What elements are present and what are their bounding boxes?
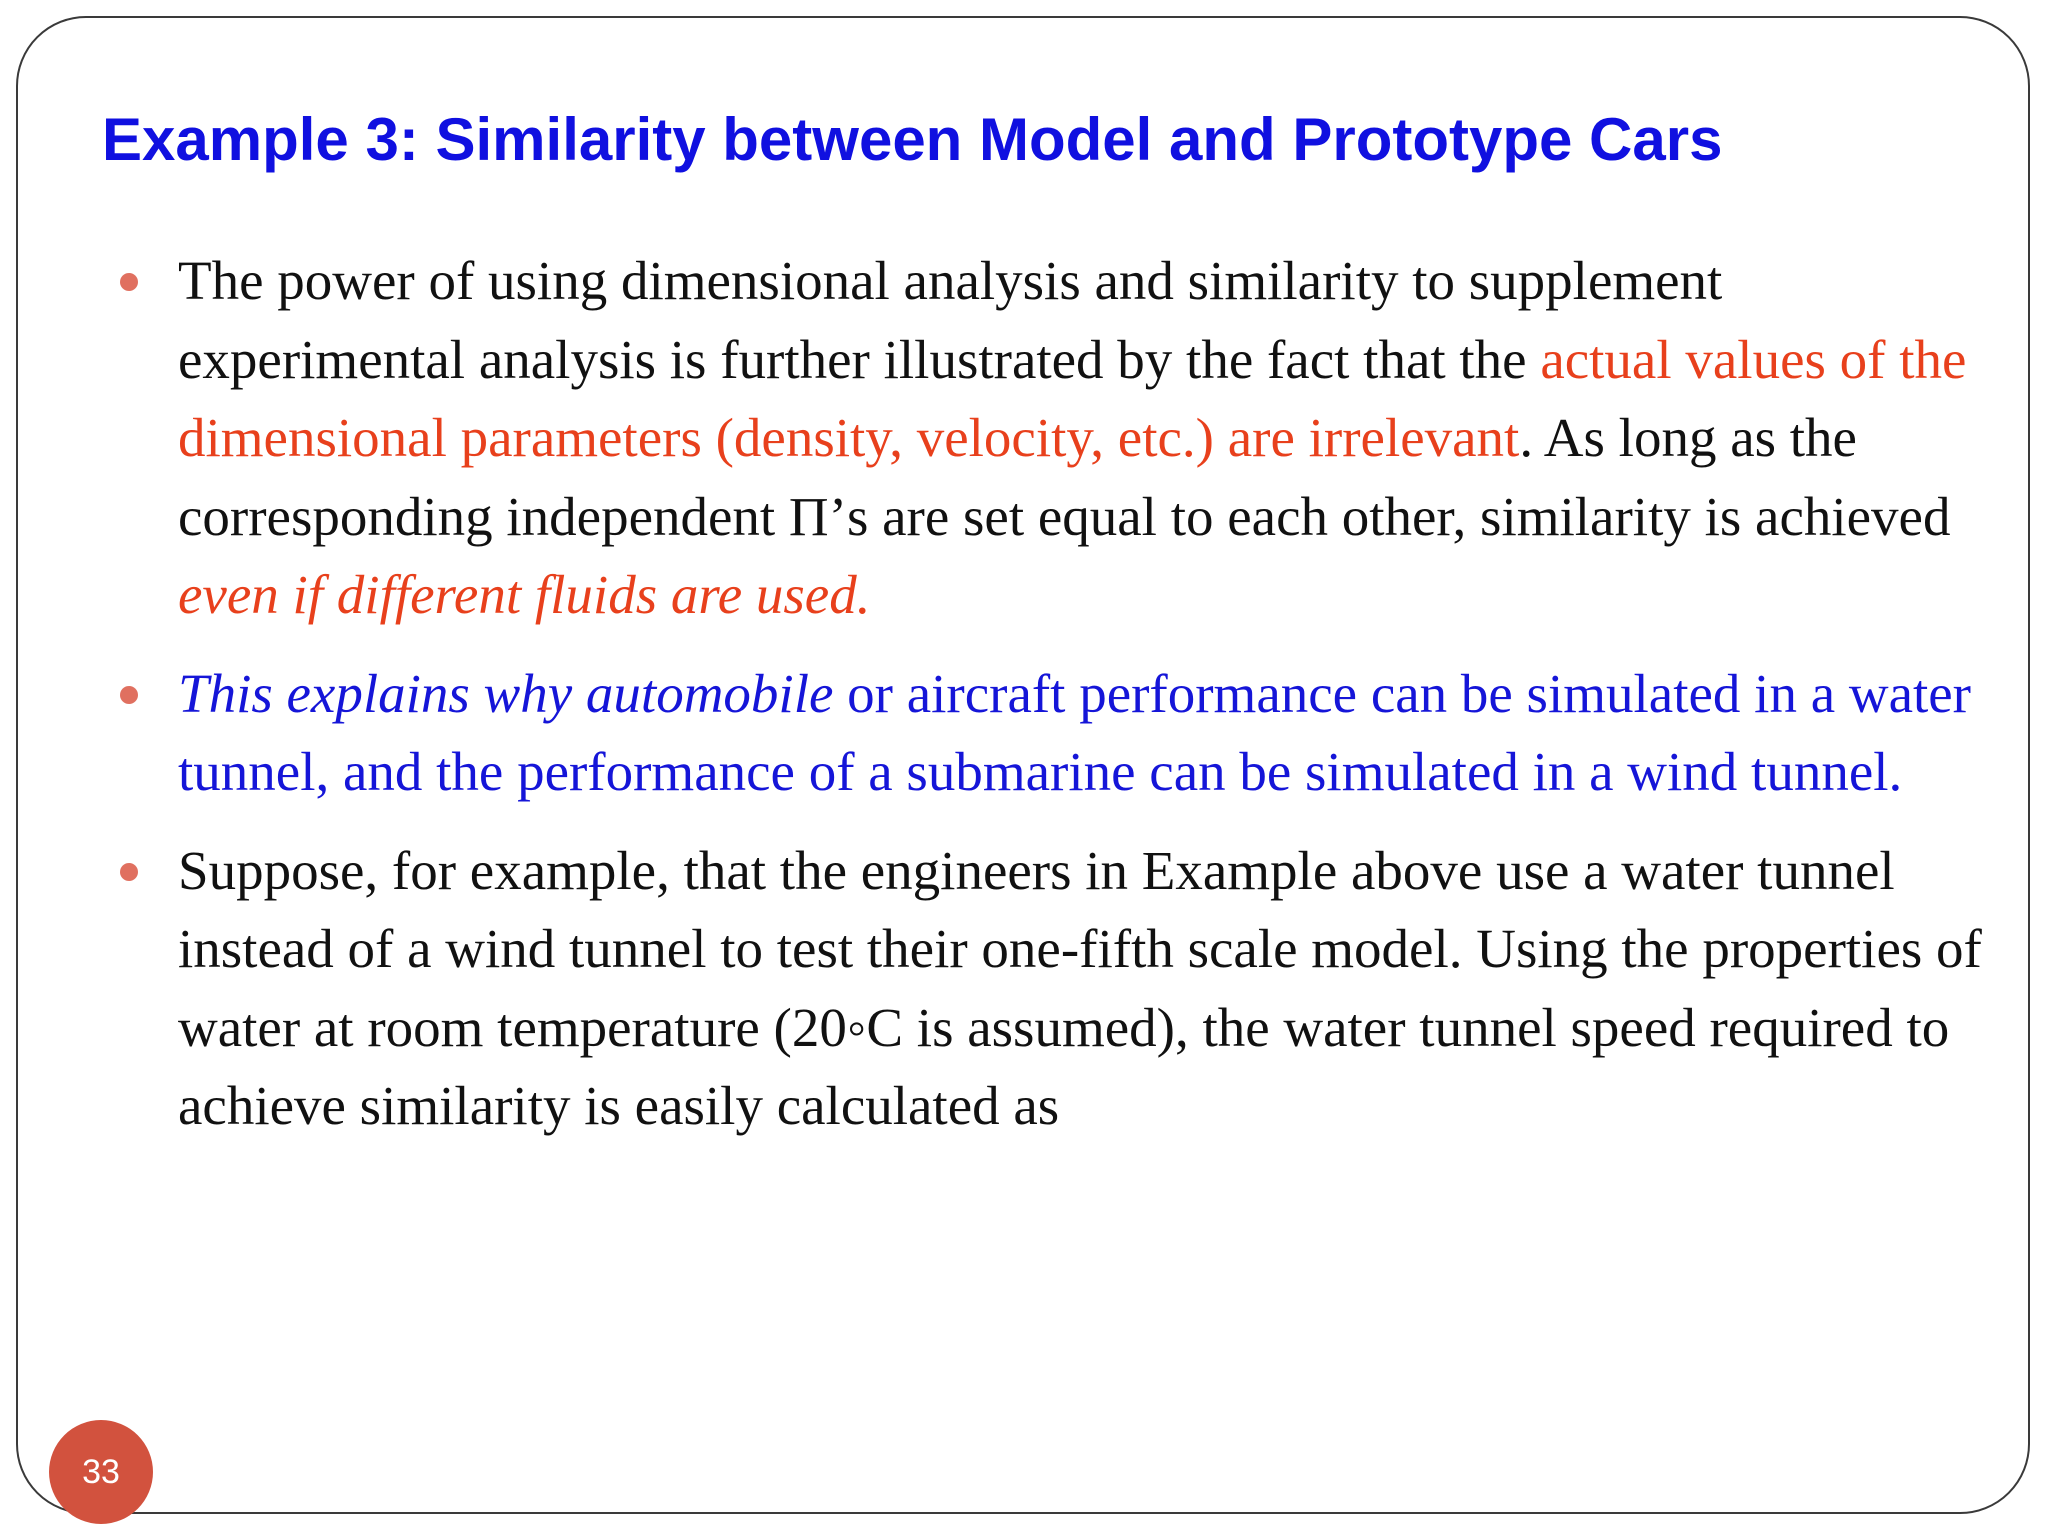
bullet-1-text-continued: . As long as the corresponding independent Π’s are set equal to each other, similarity is achieved [178,407,1951,547]
bullet-list [118,242,1998,1166]
bullet-item-3 [118,832,1998,1146]
bullet-item-2 [118,655,1998,812]
bullet-1-emphasis: even if different fluids are used. [178,564,871,625]
bullet-item-1 [118,242,1998,635]
bullet-3-text: Suppose, for example, that the engineers in Example above use a water tunnel instead of a wind tunnel to test their one-fifth scale model. Using the properties of water at room temperature (20◦C is assumed), the water tunnel speed required to achieve similarity is easily calculated as [178,839,1982,1136]
bullet-2-text: or aircraft performance can be simulated in a water tunnel, and the performance of a submarine can be simulated in a wind tunnel. [178,662,1971,802]
bullet-dot-icon [120,863,138,881]
bullet-dot-icon [120,273,138,291]
slide-title: Example 3: Similarity between Model and Prototype Cars [102,106,1723,173]
bullet-1-text: The power of using dimensional analysis and similarity to supplement experimental analysis is further illustrated by the fact that the [178,250,1723,390]
slide-frame [16,16,2030,1514]
page-number-badge: 33 [49,1420,153,1524]
bullet-dot-icon [120,686,138,704]
bullet-2-emphasis: This explains why automobile [178,662,834,724]
bullet-1-highlight: actual values of the dimensional parameters (density, velocity, etc.) are irrelevant [178,328,1967,468]
